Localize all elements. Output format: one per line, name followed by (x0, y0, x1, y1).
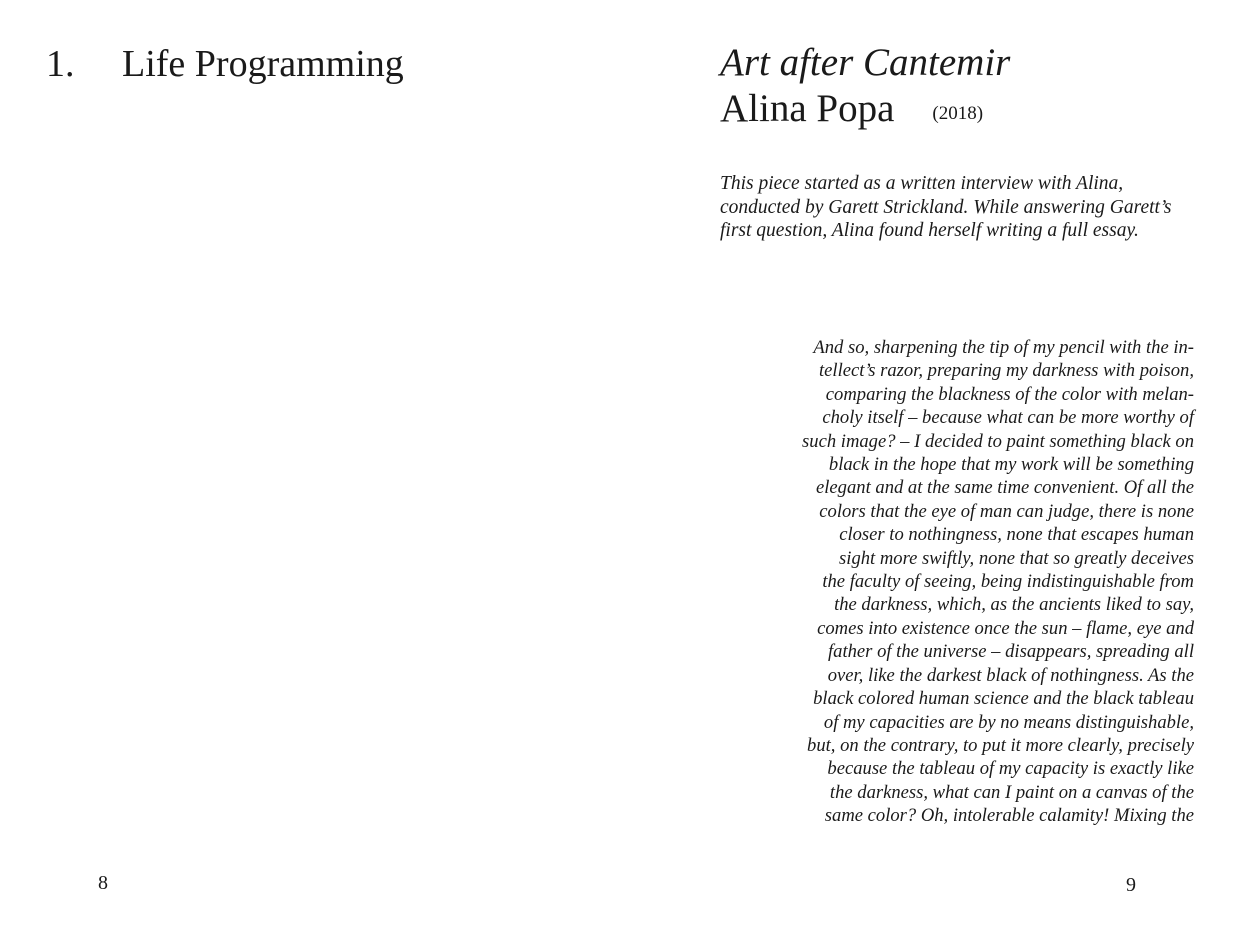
quote-line: the darkness, what can I paint on a canvas of the (829, 781, 1194, 803)
quote-line: And so, sharpening the tip of my pencil with the in- (813, 337, 1194, 358)
quote-line: such image? – I decided to paint something black on (802, 430, 1194, 452)
chapter-number: 1. (46, 43, 75, 85)
quote-line: father of the universe – disappears, spreading all (828, 641, 1194, 663)
essay-title: Art after Cantemir (720, 41, 1011, 84)
quote-line: tellect’s razor, preparing my darkness with poison, (819, 360, 1194, 382)
intro-paragraph: This piece started as a written interview with Alina, conducted by Garett Strickland. While answering Garett’s first question, Alina found herself writing a full essay. (720, 173, 1172, 241)
quote-line: but, on the contrary, to put it more clearly, precisely (807, 734, 1194, 756)
quote-line: black colored human science and the black tableau (813, 688, 1194, 710)
quote-line: the darkness, which, as the ancients liked to say, (834, 594, 1194, 616)
quote-line: elegant and at the same time convenient. Of all the (816, 477, 1194, 499)
right-page (620, 0, 1240, 945)
author-name: Alina Popa (720, 87, 895, 130)
quote-line: same color? Oh, intolerable calamity! Mixing the (824, 805, 1194, 827)
quote-line: colors that the eye of man can judge, there is none (819, 500, 1194, 522)
quote-line: closer to nothingness, none that escapes human (839, 524, 1194, 546)
quote-line: sight more swiftly, none that so greatly deceives (839, 547, 1194, 569)
chapter-title: Life Programming (122, 43, 404, 85)
page-number-right: 9 (1126, 874, 1136, 896)
quote-line: choly itself – because what can be more worthy of (822, 407, 1194, 429)
quote-block (770, 336, 1194, 828)
quote-line: over, like the darkest black of nothingness. As the (827, 664, 1194, 686)
author-line (720, 86, 983, 132)
publication-year: (2018) (932, 103, 984, 124)
quote-line: comes into existence once the sun – flame, eye and (817, 617, 1194, 639)
quote-line: comparing the blackness of the color with melan- (825, 383, 1194, 405)
page-number-left: 8 (98, 872, 108, 894)
quote-line: because the tableau of my capacity is exactly like (827, 758, 1194, 780)
quote-line: of my capacities are by no means distinguishable, (823, 711, 1194, 733)
quote-line: the faculty of seeing, being indistinguishable from (822, 571, 1194, 593)
quote-line: black in the hope that my work will be something (828, 454, 1194, 476)
